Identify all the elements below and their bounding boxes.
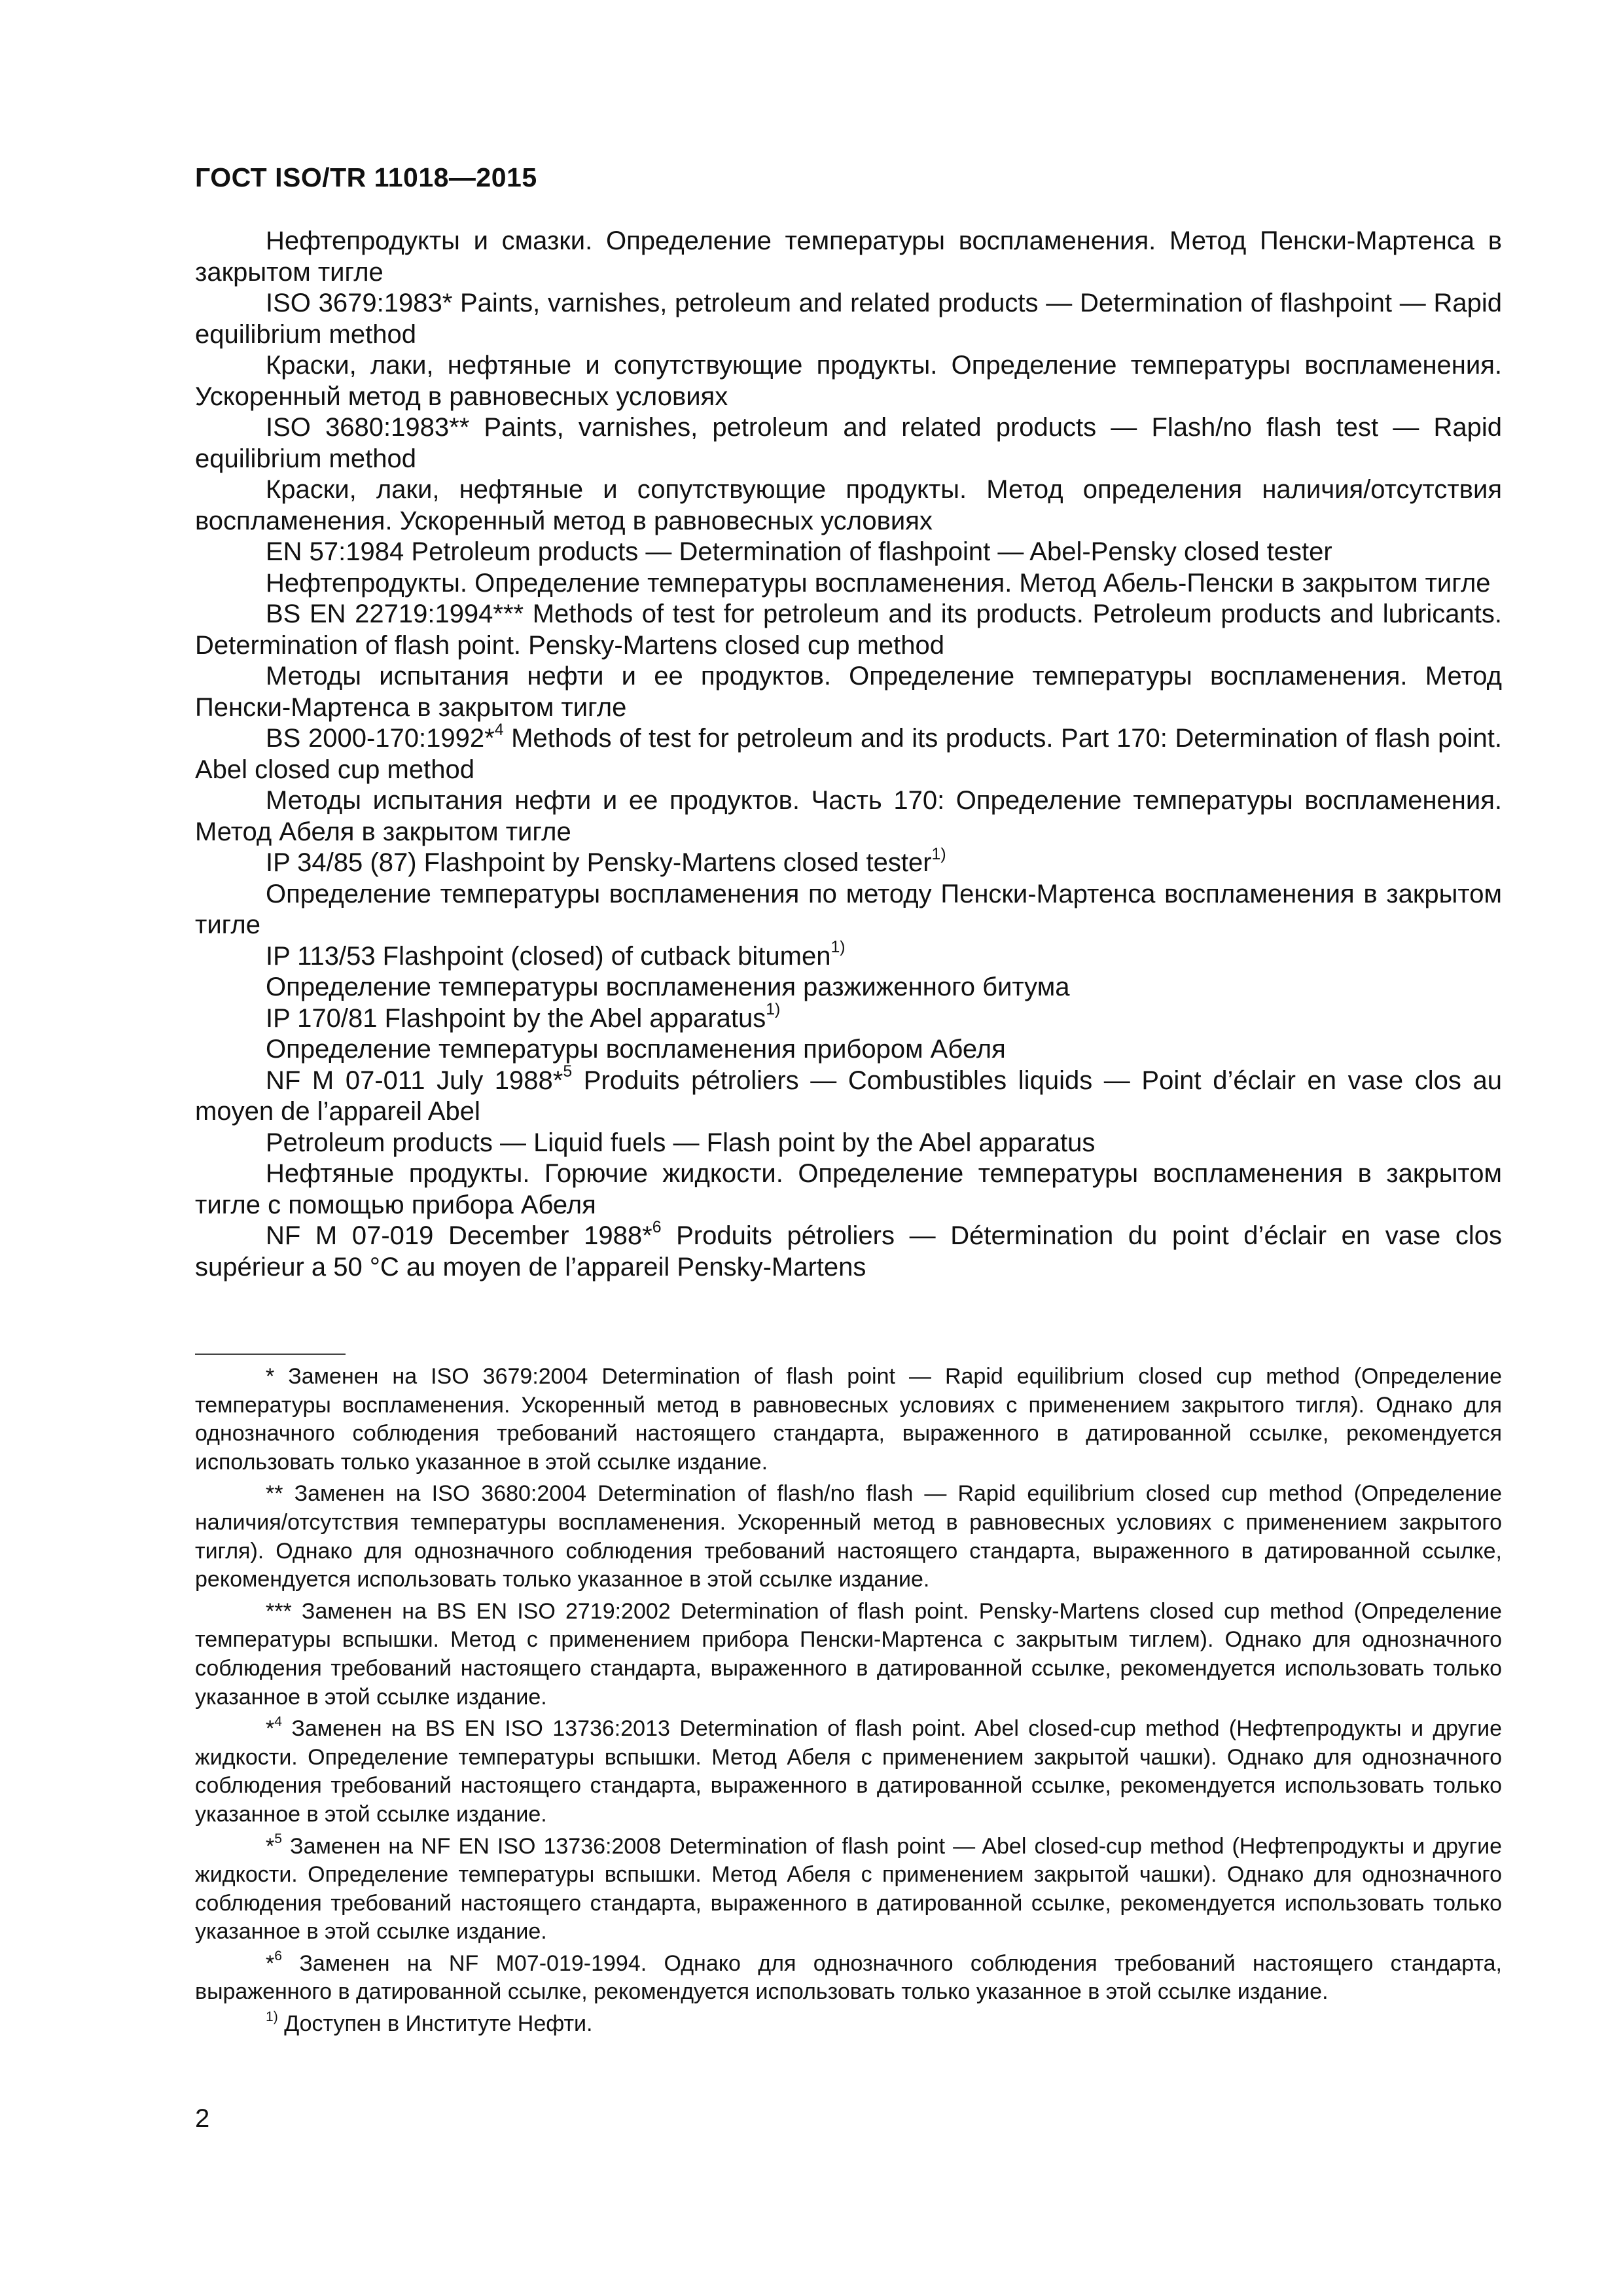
reference-paragraph	[195, 599, 1502, 661]
reference-text-continued: Produits pétroliers — Combustibles liquids — Point d’éclair en vase clos au moyen de l’appareil Abel	[195, 1066, 1502, 1126]
footnote	[195, 1363, 1502, 1477]
reference-footnote-marker: 6	[652, 1218, 662, 1236]
reference-text: Методы испытания нефти и ее продуктов. Определение температуры воспламенения. Метод Пенски-Мартенса в закрытом тигле	[195, 662, 1502, 722]
footnote-marker: *	[266, 1833, 275, 1859]
reference-text: IP 113/53 Flashpoint (closed) of cutback bitumen	[266, 941, 831, 971]
reference-paragraph	[195, 1034, 1502, 1066]
reference-text: Нефтепродукты и смазки. Определение температуры воспламенения. Метод Пенски-Мартенса в закрытом тигле	[195, 226, 1502, 287]
footnote-text: Заменен на ISO 3680:2004 Determination of flash/no flash — Rapid equilibrium closed cup method (Определение наличия/отсутствия температуры воспламенения. Ускоренный метод в равновесных условиях с применением закрытого тигля). Однако для однозначного соблюдения требований настоящего стандарта, выраженного в датированной ссылке, рекомендуется использовать только указанное в этой ссылке издание.	[195, 1481, 1502, 1592]
reference-text: BS 2000-170:1992*	[266, 724, 495, 753]
reference-paragraph	[195, 879, 1502, 941]
reference-paragraph	[195, 845, 1502, 879]
reference-text: Краски, лаки, нефтяные и сопутствующие продукты. Метод определения наличия/отсутствия воспламенения. Ускоренный метод в равновесных условиях	[195, 475, 1502, 535]
footnote-superscript: 5	[274, 1831, 282, 1847]
footnote-text: Заменен на ISO 3679:2004 Determination of flash point — Rapid equilibrium closed cup method (Определение температуры воспламенения. Ускоренный метод в равновесных условиях с применением закрытого тигля). Однако для однозначного соблюдения требований настоящего стандарта, выраженного в датированной ссылке, рекомендуется использовать только указанное в этой ссылке издание.	[195, 1364, 1502, 1475]
reference-text: Определение температуры воспламенения разжиженного битума	[266, 973, 1070, 1001]
reference-text: Краски, лаки, нефтяные и сопутствующие продукты. Определение температуры воспламенения. Ускоренный метод в равновесных условиях	[195, 351, 1502, 411]
footnote-text: Заменен на BS EN ISO 13736:2013 Determination of flash point. Abel closed-cup method (Нефтепродукты и другие жидкости. Определение температуры вспышки. Метод Абеля с применением закрытой чашки). Однако для однозначного соблюдения требований настоящего стандарта, выраженного в датированной ссылке, рекомендуется использовать только указанное в этой ссылке издание.	[195, 1716, 1502, 1827]
reference-text-continued: Produits pétroliers — Détermination du point d’éclair en vase clos supérieur a 50 °C au moyen de l’appareil Pensky-Martens	[195, 1221, 1502, 1282]
reference-paragraph	[195, 1128, 1502, 1159]
footnote-marker: **	[266, 1481, 283, 1507]
reference-footnote-marker: 1)	[830, 939, 846, 957]
reference-paragraph	[195, 288, 1502, 350]
footnote	[195, 1950, 1502, 2007]
reference-paragraph	[195, 941, 1502, 973]
footnote	[195, 1598, 1502, 1712]
reference-paragraph	[195, 568, 1502, 600]
reference-paragraph	[195, 785, 1502, 848]
footnote-marker: *	[266, 1364, 275, 1389]
footnote-text: Доступен в Институте Нефти.	[277, 2011, 593, 2037]
reference-paragraph	[195, 1158, 1502, 1221]
reference-text: IP 170/81 Flashpoint by the Abel apparatus	[266, 1003, 766, 1033]
reference-text: Определение температуры воспламенения по методу Пенски-Мартенса воспламенения в закрытом тигле	[195, 879, 1502, 939]
footnote-text: Заменен на NF EN ISO 13736:2008 Determination of flash point — Abel closed-cup method (Нефтепродукты и другие жидкости. Определение температуры вспышки. Метод Абеля с применением закрытой чашки). Однако для однозначного соблюдения требований настоящего стандарта, выраженного в датированной ссылке, рекомендуется использовать только указанное в этой ссылке издание.	[195, 1833, 1502, 1945]
footnote-superscript: 6	[274, 1948, 282, 1964]
reference-paragraph	[195, 475, 1502, 537]
reference-text: BS EN 22719:1994*** Methods of test for petroleum and its products. Petroleum products and lubricants. Determination of flash point. Pensky-Martens closed cup method	[195, 600, 1502, 660]
reference-paragraph	[195, 226, 1502, 288]
footnote	[195, 1833, 1502, 1946]
document-header: ГОСТ ISO/TR 11018—2015	[195, 162, 537, 192]
reference-text: Методы испытания нефти и ее продуктов. Часть 170: Определение температуры воспламенения. Метод Абеля в закрытом тигле	[195, 786, 1502, 846]
footnote-marker: *	[266, 1716, 275, 1742]
page-number: 2	[195, 2104, 210, 2133]
reference-paragraph	[195, 1218, 1502, 1283]
reference-list	[195, 226, 1502, 1283]
reference-text: Petroleum products — Liquid fuels — Flash point by the Abel apparatus	[266, 1128, 1096, 1157]
reference-text-continued: Methods of test for petroleum and its products. Part 170: Determination of flash point. Abel closed cup method	[195, 724, 1503, 784]
footnote-separator	[195, 1354, 346, 1355]
footnote	[195, 1715, 1502, 1829]
reference-text: Определение температуры воспламенения прибором Абеля	[266, 1035, 1006, 1064]
footnote-superscript: 1)	[266, 2009, 278, 2024]
reference-footnote-marker: 4	[494, 721, 504, 739]
reference-text: NF M 07-019 December 1988*	[266, 1221, 652, 1250]
reference-paragraph	[195, 1003, 1502, 1035]
reference-paragraph	[195, 1063, 1502, 1128]
reference-text: IP 34/85 (87) Flashpoint by Pensky-Martens closed tester	[266, 848, 932, 877]
reference-paragraph	[195, 661, 1502, 723]
reference-paragraph	[195, 412, 1502, 475]
reference-footnote-marker: 1)	[766, 1001, 781, 1019]
footnote-text: Заменен на NF M07-019-1994. Однако для однозначного соблюдения требований настоящего стандарта, выраженного в датированной ссылке, рекомендуется использовать только указанное в этой ссылке издание.	[195, 1950, 1502, 2005]
reference-text: Нефтяные продукты. Горючие жидкости. Определение температуры воспламенения в закрытом тигле с помощью прибора Абеля	[195, 1159, 1502, 1219]
footnote-text: Заменен на BS EN ISO 2719:2002 Determination of flash point. Pensky-Martens closed cup method (Определение температуры вспышки. Метод с применением прибора Пенски-Мартенса с закрытым тиглем). Однако для однозначного соблюдения требований настоящего стандарта, выраженного в датированной ссылке, рекомендуется использовать только указанное в этой ссылке издание.	[195, 1598, 1502, 1710]
footnote-marker: *	[266, 1950, 275, 1976]
footnote-superscript: 4	[274, 1713, 282, 1729]
reference-footnote-marker: 1)	[931, 845, 946, 863]
reference-paragraph	[195, 723, 1502, 785]
reference-text: EN 57:1984 Petroleum products — Determination of flashpoint — Abel-Pensky closed tester	[266, 537, 1332, 566]
reference-footnote-marker: 5	[563, 1063, 573, 1081]
footnote	[195, 1480, 1502, 1594]
reference-text: ISO 3679:1983* Paints, varnishes, petroleum and related products — Determination of flashpoint — Rapid equilibrium method	[195, 289, 1502, 349]
reference-text: NF M 07-011 July 1988*	[266, 1066, 563, 1095]
footnote-marker: ***	[266, 1598, 292, 1624]
footnotes	[195, 1363, 1502, 2039]
footnote	[195, 2010, 1502, 2039]
reference-paragraph	[195, 972, 1502, 1003]
reference-text: ISO 3680:1983** Paints, varnishes, petroleum and related products — Flash/no flash test — Rapid equilibrium method	[195, 413, 1502, 473]
reference-text: Нефтепродукты. Определение температуры воспламенения. Метод Абель-Пенски в закрытом тигле	[266, 568, 1491, 598]
reference-paragraph	[195, 350, 1502, 412]
reference-paragraph	[195, 537, 1502, 568]
